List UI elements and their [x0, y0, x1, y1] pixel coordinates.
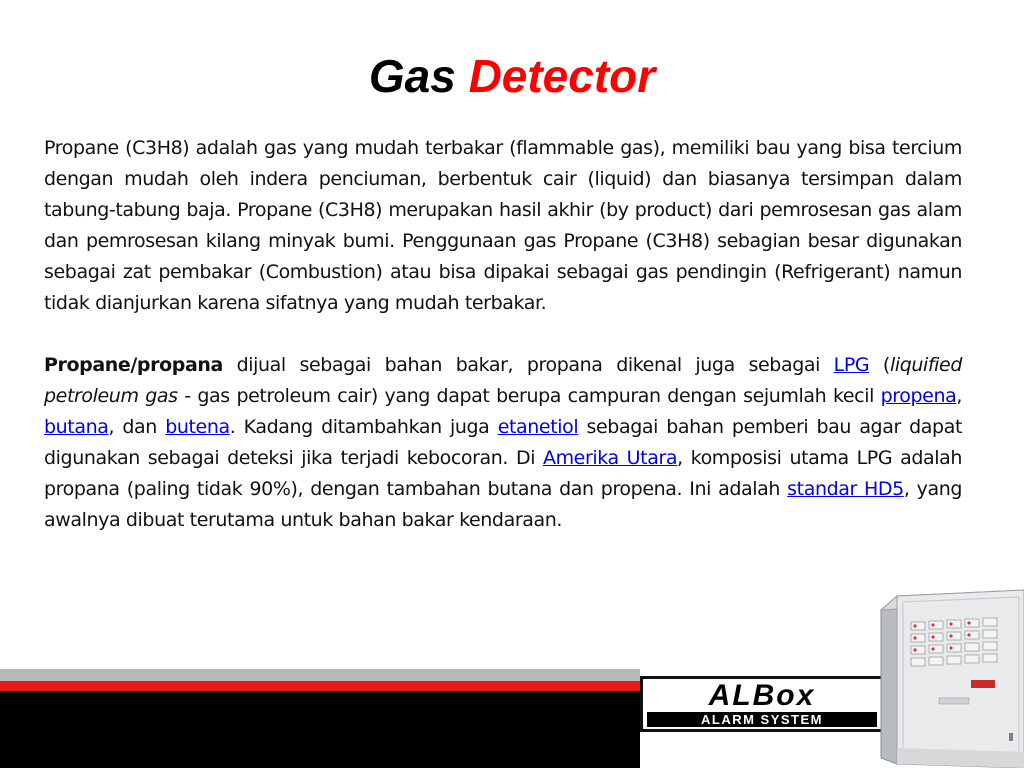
title-word-gas: Gas [368, 50, 456, 102]
text-span: , komposisi utama LPG adalah propana (paling tidak 90%), dengan tambahan butana dan propena. Ini adalah [44, 447, 962, 500]
text-span: sebagai bahan pemberi bau agar dapat digunakan sebagai deteksi jika terjadi kebocoran. Di [44, 416, 962, 469]
link-lpg[interactable]: LPG [833, 354, 870, 376]
text-span: . Kadang ditambahkan juga [229, 416, 498, 438]
link-amerika-utara[interactable]: Amerika Utara [542, 447, 678, 469]
link-etanetiol[interactable]: etanetiol [497, 416, 579, 438]
paragraph-propane-intro: Propane (C3H8) adalah gas yang mudah terbakar (flammable gas), memiliki bau yang bisa tercium dengan mudah oleh indera penciuman, berbentuk cair (liquid) dan biasanya tersimpan dalam tabung-tabung baja. Propane (C3H8) merupakan hasil akhir (by product) dari pemrosesan gas alam dan pemrosesan kilang minyak bumi. Penggunaan gas Propane (C3H8) sebagian besar digunakan sebagai zat pembakar (Combustion) atau bisa dipakai sebagai gas pendingin (Refrigerant) namun tidak dianjurkan karena sifatnya yang mudah terbakar. [44, 137, 962, 314]
link-butana[interactable]: butana [44, 416, 109, 438]
slide-title [0, 48, 1024, 104]
slide-body [44, 133, 962, 536]
albox-logo [640, 676, 884, 732]
footer-bar-gray [0, 669, 640, 681]
fire-alarm-panel-image [879, 588, 1024, 768]
text-span: ( [869, 354, 890, 376]
paragraph-propane-lpg [44, 350, 962, 536]
link-butena[interactable]: butena [165, 416, 230, 438]
italic-liquified-petroleum-gas: liquified petroleum gas [44, 354, 962, 407]
bold-propane-propana: Propane/propana [44, 354, 223, 376]
text-span: , dan [108, 416, 166, 438]
link-propena[interactable]: propena [880, 385, 957, 407]
title-word-detector: Detector [468, 50, 656, 102]
footer-bar-red [0, 681, 640, 691]
footer-bar-black [0, 691, 640, 768]
link-standar-hd5[interactable]: standar HD5 [787, 478, 904, 500]
logo-tagline: ALARM SYSTEM [647, 712, 877, 727]
text-span: dijual sebagai bahan bakar, propana dikenal juga sebagai [222, 354, 834, 376]
logo-brand-text: ALBox [647, 681, 877, 711]
text-span: , yang awalnya dibuat terutama untuk bahan bakar kendaraan. [44, 478, 963, 531]
text-span: , [956, 385, 962, 407]
text-span: - gas petroleum cair) yang dapat berupa campuran dengan sejumlah kecil [177, 385, 881, 407]
